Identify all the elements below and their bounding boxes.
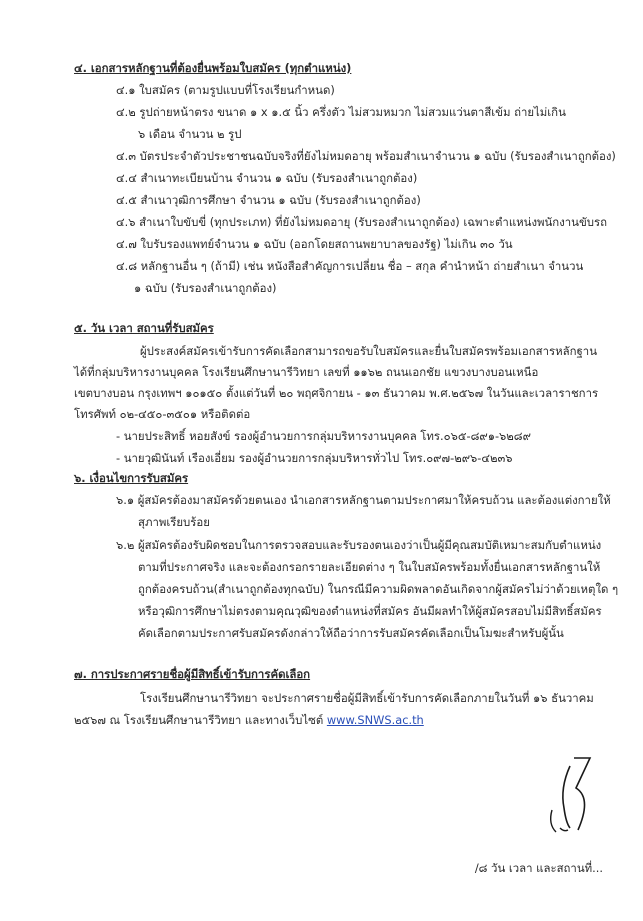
section-4-item: ๔.๘ หลักฐานอื่น ๆ (ถ้ามี) เช่น หนังสือสำคัญการเปลี่ยน ชื่อ – สกุล คำนำหน้า ถ่ายสำเนา จำนวน: [116, 259, 584, 273]
section-7-heading: ๗. การประกาศรายชื่อผู้มีสิทธิ์เข้ารับการคัดเลือก: [74, 667, 311, 681]
section-6-line: คัดเลือกตามประกาศรับสมัครดังกล่าวให้ถือว่าการรับสมัครคัดเลือกเป็นโมฆะสำหรับผู้นั้น: [138, 626, 564, 640]
section-4-item: ๔.๖ สำเนาใบขับขี่ (ทุกประเภท) ที่ยังไม่หมดอายุ (รับรองสำเนาถูกต้อง) เฉพาะตำแหน่งพนักงานขับรถ: [116, 215, 607, 229]
signature-initials: [530, 748, 610, 838]
section-4-item-cont: ๖ เดือน จำนวน ๒ รูป: [138, 127, 242, 141]
section-4-item: ๔.๑ ใบสมัคร (ตามรูปแบบที่โรงเรียนกำหนด): [116, 83, 335, 97]
section-6-line: ตามที่ประกาศจริง และจะต้องกรอกรายละเอียดต่าง ๆ ในใบสมัครพร้อมทั้งยื่นเอกสารหลักฐานให้: [138, 560, 601, 574]
contact-person: - นายวุฒินันท์ เรืองเอี่ยม รองผู้อำนวยการกลุ่มบริหารทั่วไป โทร.๐๙๗-๒๙๖-๔๒๓๖: [116, 451, 513, 465]
section-6-line: หรือวุฒิการศึกษาไม่ตรงตามคุณวุฒิของตำแหน่งที่สมัคร อันมีผลทำให้ผู้สมัครสอบไม่มีสิทธิ์สมัคร: [138, 604, 602, 618]
section-5-paragraph-line: ได้ที่กลุ่มบริหารงานบุคคล โรงเรียนศึกษานารีวิทยา เลขที่ ๑๑๖๒ ถนนเอกชัย แขวงบางบอนเหนือ: [74, 365, 539, 379]
section-5-paragraph-line: เขตบางบอน กรุงเทพฯ ๑๐๑๕๐ ตั้งแต่วันที่ ๒๐ พฤศจิกายน - ๑๓ ธันวาคม พ.ศ.๒๕๖๗ ในวันและเวลาราชการ: [74, 386, 599, 400]
section-4-item: ๔.๒ รูปถ่ายหน้าตรง ขนาด ๑ x ๑.๕ นิ้ว ครึ่งตัว ไม่สวมหมวก ไม่สวมแว่นตาสีเข้ม ถ่ายไม่เกิน: [116, 105, 566, 119]
section-4-item: ๔.๓ บัตรประจำตัวประชาชนฉบับจริงที่ยังไม่หมดอายุ พร้อมสำเนาจำนวน ๑ ฉบับ (รับรองสำเนาถูกต้อง): [116, 149, 616, 163]
section-7-line: โรงเรียนศึกษานารีวิทยา จะประกาศรายชื่อผู้มีสิทธิ์เข้ารับการคัดเลือกภายในวันที่ ๑๖ ธันวาคม: [140, 691, 594, 705]
section-4-item-cont: ๑ ฉบับ (รับรองสำเนาถูกต้อง): [134, 281, 277, 295]
section-6-line: ๖.๒ ผู้สมัครต้องรับผิดชอบในการตรวจสอบและรับรองตนเองว่าเป็นผู้มีคุณสมบัติเหมาะสมกับตำแหน่ง: [116, 538, 602, 552]
section-7-line: [74, 712, 424, 728]
section-6-line: สุภาพเรียบร้อย: [138, 515, 210, 529]
section-5-heading: ๕. วัน เวลา สถานที่รับสมัคร: [74, 321, 214, 335]
section-6-line: ถูกต้องครบถ้วน(สำเนาถูกต้องทุกฉบับ) ในกรณีมีความผิดพลาดอันเกิดจากผู้สมัครไม่ว่าด้วยเหตุใด ๆ: [138, 582, 619, 596]
section-6-heading: ๖. เงื่อนไขการรับสมัคร: [74, 471, 189, 485]
contact-person: - นายประสิทธิ์ หอยสังข์ รองผู้อำนวยการกลุ่มบริหารงานบุคคล โทร.๐๖๕-๘๙๑-๖๒๘๙: [116, 429, 531, 443]
section-4-item: ๔.๕ สำเนาวุฒิการศึกษา จำนวน ๑ ฉบับ (รับรองสำเนาถูกต้อง): [116, 193, 421, 207]
section-5-paragraph-line: โทรศัพท์ ๐๒-๔๕๐-๓๕๐๑ หรือติดต่อ: [74, 407, 251, 421]
next-page-footer: /๘ วัน เวลา และสถานที่...: [474, 861, 603, 875]
section-4-item: ๔.๗ ใบรับรองแพทย์จำนวน ๑ ฉบับ (ออกโดยสถานพยาบาลของรัฐ) ไม่เกิน ๓๐ วัน: [116, 237, 513, 251]
section-5-paragraph-line: ผู้ประสงค์สมัครเข้ารับการคัดเลือกสามารถขอรับใบสมัครและยื่นใบสมัครพร้อมเอกสารหลักฐาน: [140, 344, 597, 358]
section-4-heading: ๔. เอกสารหลักฐานที่ต้องยื่นพร้อมใบสมัคร (ทุกตำแหน่ง): [74, 61, 352, 75]
section-7-line-text: ๒๕๖๗ ณ โรงเรียนศึกษานารีวิทยา และทางเว็บไซต์: [74, 713, 324, 727]
section-4-item: ๔.๔ สำเนาทะเบียนบ้าน จำนวน ๑ ฉบับ (รับรองสำเนาถูกต้อง): [116, 171, 418, 185]
section-6-line: ๖.๑ ผู้สมัครต้องมาสมัครด้วยตนเอง นำเอกสารหลักฐานตามประกาศมาให้ครบถ้วน และต้องแต่งกายให้: [116, 493, 611, 507]
website-link[interactable]: www.SNWS.ac.th: [326, 713, 424, 727]
